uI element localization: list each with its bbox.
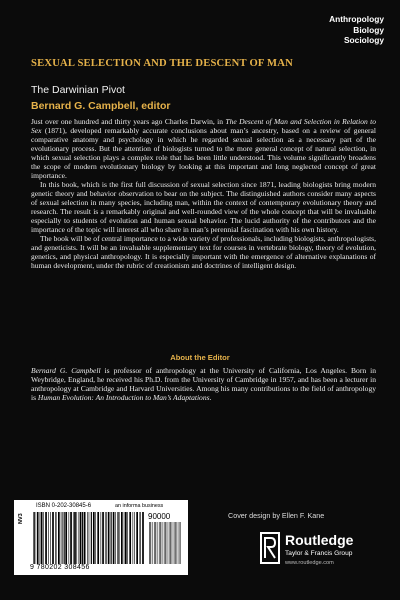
barcode-bar: [43, 512, 44, 564]
barcode-bar: [48, 512, 49, 564]
editor-credit: Bernard G. Campbell, editor: [31, 100, 171, 112]
barcode-bar: [105, 512, 106, 564]
barcode-bar: [52, 512, 54, 564]
about-heading: About the Editor: [170, 353, 230, 362]
barcode-bar: [165, 522, 166, 564]
barcode-bar: [82, 512, 83, 564]
barcode-bar: [73, 512, 74, 564]
barcode-bar: [117, 512, 118, 564]
subject-item: Sociology: [343, 35, 384, 45]
text-run: .: [209, 393, 212, 402]
barcode-bar: [157, 522, 158, 564]
barcode-bar: [41, 512, 43, 564]
barcode-bar: [40, 512, 41, 564]
text-run: Just over one hundred and thirty years ago Charles Darwin, in: [31, 117, 226, 126]
barcode-bar: [113, 512, 115, 564]
editor-name: Bernard G. Campbell: [31, 366, 101, 375]
barcode-bar: [177, 522, 178, 564]
barcode-bar: [175, 522, 176, 564]
informa-label: an informa business: [115, 503, 164, 509]
ean-barcode: [32, 512, 144, 564]
barcode-bar: [111, 512, 112, 564]
barcode-bar: [95, 512, 96, 564]
barcode-bar: [154, 522, 155, 564]
description-paragraph: The book will be of central importance to a wide variety of professionals, including biologists, anthropologists, and geneticists. It will be an invaluable supplementary text for courses in vertebrate biology, theory of evolution, genetics, and physical anthropology. It is especially important with the emergence of alternative explanations of human development, under the rubric of creationism and doctrines of intelligent design.: [31, 234, 376, 270]
description: [31, 117, 376, 270]
publisher-block: [260, 530, 390, 580]
barcode-bar: [45, 512, 47, 564]
ean-digits: 9 780202 308456: [30, 564, 90, 571]
barcode-bar: [70, 512, 72, 564]
barcode-bar: [58, 512, 60, 564]
barcode-bar: [62, 512, 63, 564]
barcode-bar: [97, 512, 99, 564]
barcode-bar: [149, 522, 150, 564]
barcode-bar: [169, 522, 170, 564]
barcode-bar: [129, 512, 131, 564]
barcode-bar: [93, 512, 95, 564]
barcode-bar: [50, 512, 51, 564]
barcode-bar: [37, 512, 39, 564]
barcode-bar: [124, 512, 125, 564]
barcode-bar: [127, 512, 128, 564]
barcode-bar: [152, 522, 153, 564]
book-title: SEXUAL SELECTION AND THE DESCENT OF MAN: [31, 58, 293, 69]
barcode-bar: [170, 522, 171, 564]
barcode-bar: [80, 512, 82, 564]
publisher-group: Taylor & Francis Group: [285, 550, 353, 557]
barcode-bar: [91, 512, 92, 564]
about-editor-text: [31, 366, 376, 402]
barcode-bar: [69, 512, 70, 564]
barcode-bar: [136, 512, 138, 564]
barcode-bar: [160, 522, 161, 564]
barcode-bar: [87, 512, 88, 564]
barcode-bar: [155, 522, 156, 564]
book-reference: The Descent of Man and Selection in Relation to Sex: [31, 117, 376, 135]
barcode-bar: [84, 512, 86, 564]
description-paragraph: In this book, which is the first full discussion of sexual selection since 1871, leading biologists bring modern genetic theory and behavior observation to bear on the subject. The distinguished authors consider many aspects of sexual selection in many species, including man, within the context of contemporary evolutionary theory and research. The result is a remarkably original and well-rounded view of the whole concept that will be invaluable especially to students of evolution and human sexual behavior. The lucid authority of the contributors and the importance of the topic will interest all who share in man’s perennial fascination with his own history.: [31, 180, 376, 234]
barcode-bar: [162, 522, 163, 564]
subject-list: [329, 14, 384, 46]
publisher-name: Routledge: [285, 532, 354, 548]
barcode-bar: [142, 512, 144, 564]
barcode-panel: [14, 500, 188, 575]
barcode-bar: [34, 512, 35, 564]
supplement-digits: 90000: [148, 512, 171, 521]
barcode-bar: [79, 512, 80, 564]
barcode-bar: [64, 512, 65, 564]
barcode-bar: [140, 512, 141, 564]
routledge-logo-icon: [260, 532, 280, 564]
barcode-bar: [106, 512, 107, 564]
barcode-bar: [167, 522, 168, 564]
publisher-url: www.routledge.com: [285, 560, 334, 566]
subject-item: Anthropology: [329, 14, 384, 24]
barcode-bar: [33, 512, 34, 564]
barcode-bar: [65, 512, 67, 564]
side-code: NV3: [18, 513, 24, 524]
barcode-bar: [159, 522, 160, 564]
description-paragraph: [31, 117, 376, 180]
barcode-bar: [133, 512, 134, 564]
subject-item: Biology: [353, 24, 384, 35]
cover-design-credit: Cover design by Ellen F. Kane: [228, 511, 325, 520]
barcode-bar: [89, 512, 90, 564]
barcode-bar: [101, 512, 102, 564]
barcode-bar: [172, 522, 173, 564]
isbn-label: ISBN 0-202-30845-6: [36, 503, 92, 509]
barcode-bar: [61, 512, 62, 564]
barcode-bar: [134, 512, 135, 564]
barcode-bar: [125, 512, 127, 564]
barcode-bar: [108, 512, 110, 564]
book-reference: Human Evolution: An Introduction to Man’s Adaptations: [37, 393, 210, 402]
barcode-bar: [164, 522, 165, 564]
barcode-bar: [150, 522, 151, 564]
supplement-barcode: [148, 522, 182, 564]
text-run: is professor of anthropology at the University of California, Los Angeles. Born in Weybridge, England, he received his Ph.D. from the University of Cambridge in 1957, and has been a lecturer in anthropology at Cambridge and Harvard Universities. Among his many contributions to the field of anthropology is: [31, 366, 376, 402]
barcode-bar: [180, 522, 181, 564]
barcode-bar: [74, 512, 76, 564]
barcode-bar: [179, 522, 180, 564]
barcode-bar: [174, 522, 175, 564]
text-run: (1871), developed remarkably accurate conclusions about man’s ancestry, based on a review of general comparative anatomy and psychology in which he regarded sexual selection as a necessary part of the evolutionary process. But the attention of biologists turned to the more general concept of natural selection, in which sexual selection plays a complex role that has been little understood. This volume significantly broadens the scope of modern evolutionary biology by looking at this important and long neglected concept of great importance.: [31, 126, 376, 180]
barcode-bar: [76, 512, 77, 564]
barcode-bar: [102, 512, 104, 564]
book-subtitle: The Darwinian Pivot: [31, 84, 125, 96]
barcode-bar: [121, 512, 123, 564]
barcode-bar: [118, 512, 119, 564]
barcode-bar: [55, 512, 56, 564]
barcode-bar: [115, 512, 116, 564]
